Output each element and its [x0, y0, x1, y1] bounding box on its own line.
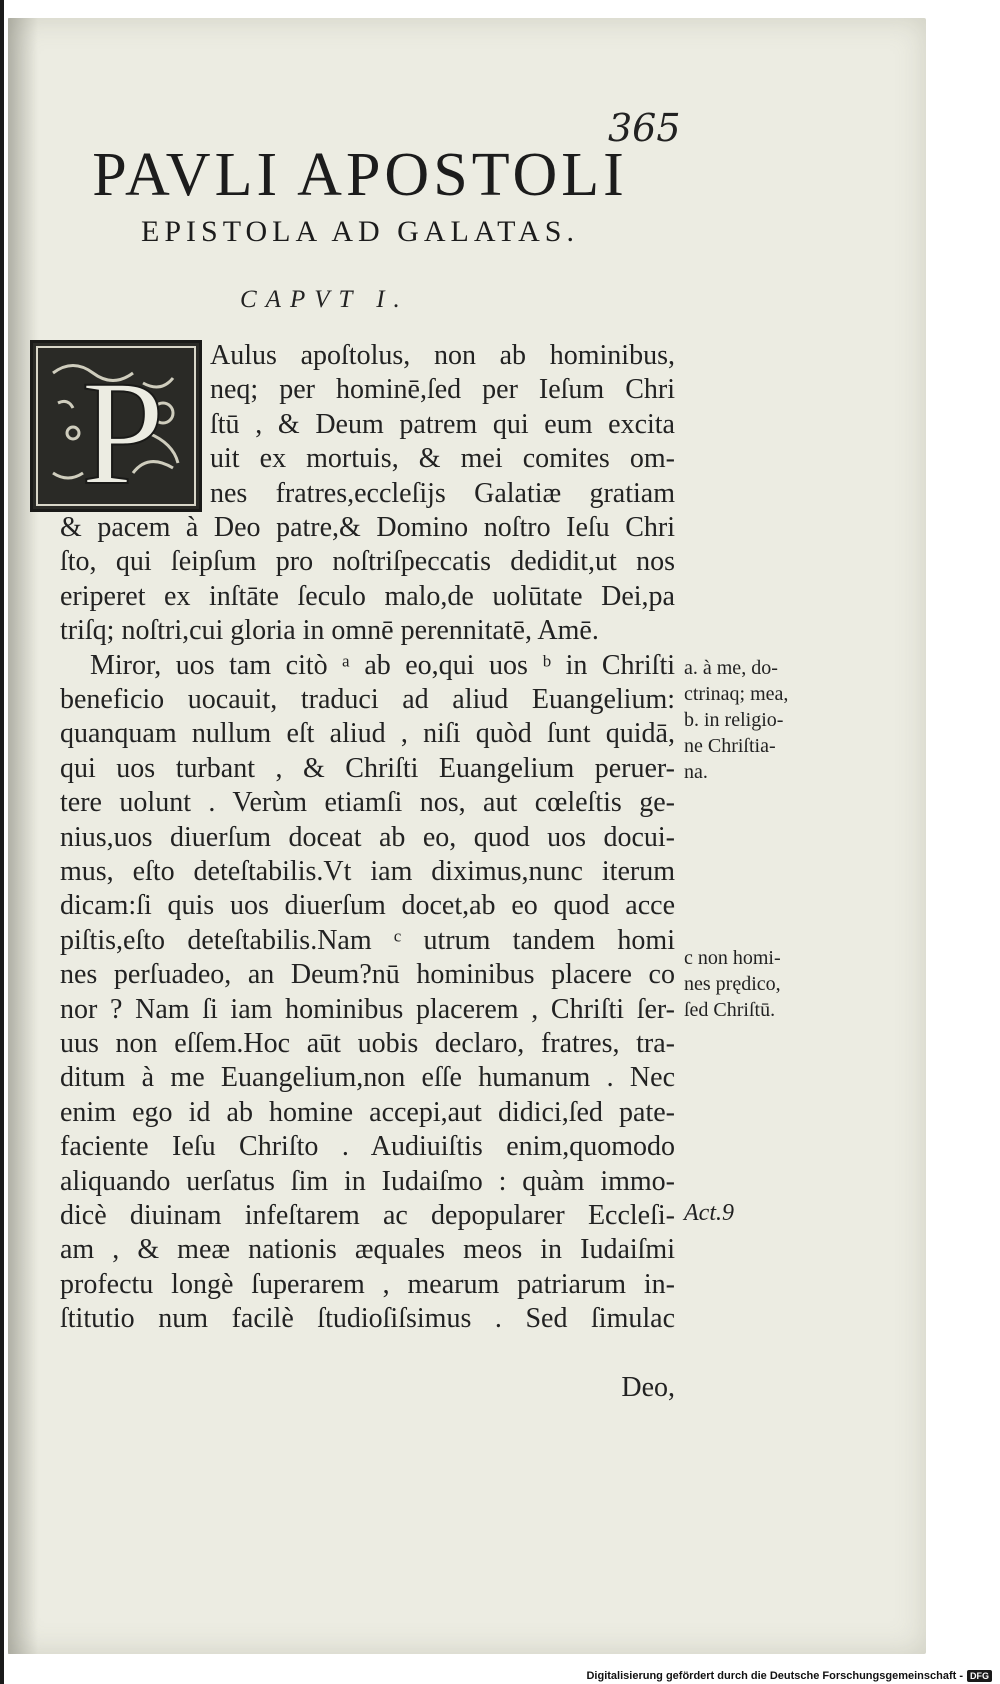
margin-note-line: b. in religio- — [684, 709, 784, 731]
text-line: piſtis,eſto deteſtabilis.Nam ᶜ utrum tandem homi — [60, 924, 675, 956]
text-line: aliquando uerſatus ſim in Iudaiſmo : quàm immo- — [60, 1165, 675, 1197]
page-number: 365 — [608, 106, 681, 150]
margin-note-a-b — [684, 655, 844, 785]
text-line: ſto, qui ſeipſum pro noſtriſpeccatis dedidit,ut nos — [60, 546, 675, 578]
text-line: beneficio uocauit, traduci ad aliud Euangelium: — [60, 684, 675, 715]
catchword: Deo, — [621, 1372, 675, 1403]
margin-note-line: a. à me, do- — [684, 657, 778, 679]
chapter-heading: CAPVT I. — [240, 286, 409, 313]
margin-note-c — [684, 945, 844, 1023]
text-line: tere uolunt . Verùm etiamſi nos, aut cœleſtis ge- — [60, 787, 675, 819]
footer-text: Digitalisierung gefördert durch die Deutsche Forschungsgemeinschaft - — [586, 1670, 963, 1682]
text-line: mus, eſto deteſtabilis.Vt iam diximus,nunc iterum — [60, 856, 675, 887]
decorative-initial-artwork — [33, 343, 199, 509]
text-line: ſtū , & Deum patrem qui eum excita — [210, 408, 675, 440]
page-subtitle: EPISTOLA AD GALATAS. — [141, 215, 579, 248]
text-line: nes fratres,eccleſijs Galatiæ gratiam — [210, 477, 675, 509]
margin-note-line: nes prędico, — [684, 973, 781, 995]
text-line: qui uos turbant , & Chriſti Euangelium peruer- — [60, 752, 675, 784]
page-title: PAVLI APOSTOLI — [92, 141, 628, 209]
text-line: triſq; noſtri,cui gloria in omnē perennitatē, Amē. — [60, 615, 599, 647]
text-line: Miror, uos tam citò ᵃ ab eo,qui uos ᵇ in Chriſti — [90, 649, 675, 681]
text-line: profectu longè ſuperarem , mearum patriarum in- — [60, 1268, 675, 1300]
margin-note-line: ſed Chriſtū. — [684, 999, 776, 1021]
text-line: faciente Ieſu Chriſto . Audiuiſtis enim,quomodo — [60, 1131, 675, 1163]
binding-shadow — [8, 18, 38, 1654]
text-line: ditum à me Euangelium,non eſſe humanum . Nec — [60, 1062, 675, 1094]
footer-credit — [586, 1670, 992, 1682]
margin-note-act — [684, 1200, 844, 1226]
margin-note-line: Act.9 — [684, 1200, 734, 1226]
dfg-logo: DFG — [967, 1670, 992, 1682]
text-line: eriperet ex inſtāte ſeculo malo,de uolūtate Dei,pa — [60, 580, 675, 612]
text-line: Aulus apoſtolus, non ab hominibus, — [210, 340, 675, 371]
text-line: dicè diuinam infeſtarem ac depopularer Eccleſi- — [60, 1200, 675, 1231]
margin-note-line: ne Chriſtia- — [684, 735, 776, 757]
text-line: quanquam nullum eſt aliud , niſi quòd ſunt quidā, — [60, 718, 675, 750]
margin-note-line: na. — [684, 761, 708, 783]
margin-note-line: ctrinaq; mea, — [684, 683, 789, 705]
margin-note-line: c non homi- — [684, 947, 781, 969]
text-line: uit ex mortuis, & mei comites om- — [210, 443, 675, 475]
text-line: nes perſuadeo, an Deum?nū hominibus placere co — [60, 959, 675, 991]
text-line: dicam:ſi quis uos diuerſum docet,ab eo quod acce — [60, 890, 675, 922]
text-line: ſtitutio num facilè ſtudioſiſsimus . Sed ſimulac — [60, 1303, 675, 1335]
initial-letter-glyph: P — [81, 350, 165, 509]
text-line: & pacem à Deo patre,& Domino noſtro Ieſu Chri — [60, 512, 675, 543]
text-line: nius,uos diuerſum doceat ab eo, quod uos docui- — [60, 821, 675, 853]
text-line: uus non eſſem.Hoc aūt uobis declaro, fratres, tra- — [60, 1028, 675, 1059]
text-line: enim ego id ab homine accepi,aut didici,ſed pate- — [60, 1096, 675, 1128]
text-line: am , & meæ nationis æquales meos in Iudaiſmi — [60, 1234, 675, 1266]
text-line: neq; per hominē,ſed per Ieſum Chri — [210, 374, 675, 406]
decorated-initial-letter — [30, 340, 202, 512]
text-line: nor ? Nam ſi iam hominibus placerem , Chriſti ſer- — [60, 993, 675, 1025]
